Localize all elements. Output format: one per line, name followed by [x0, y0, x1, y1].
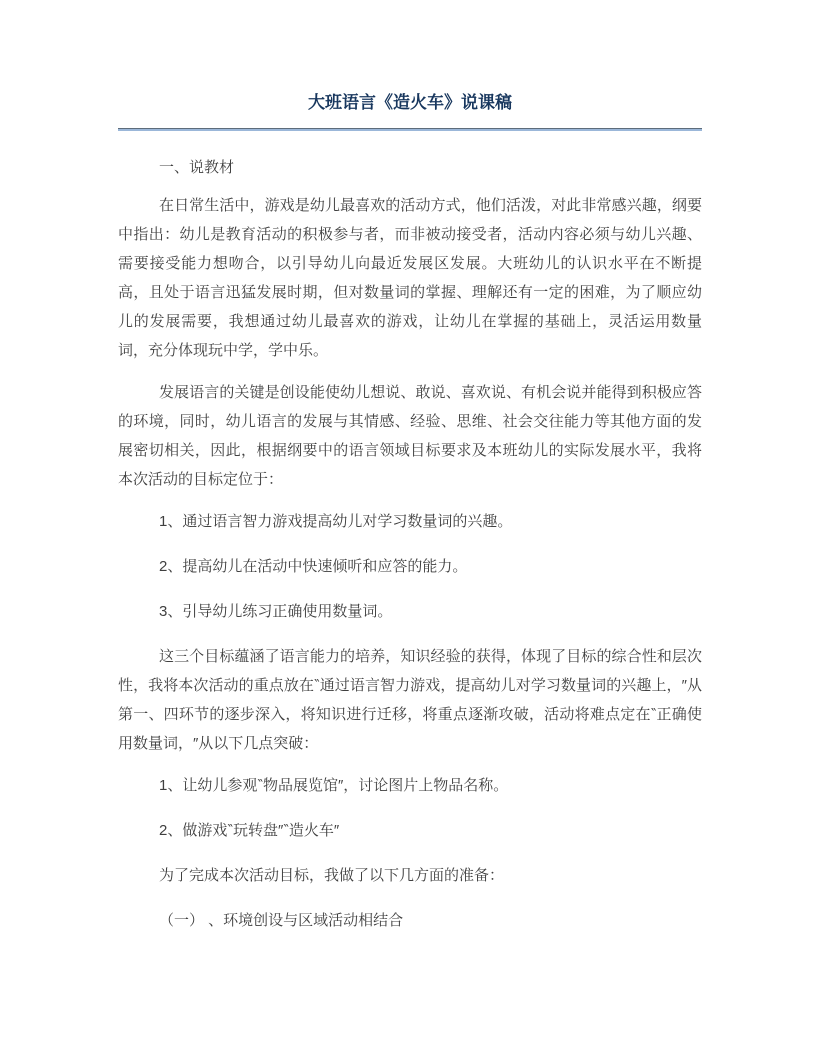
- breakthrough-item-2: 2、做游戏‶玩转盘″‶造火车″: [159, 822, 340, 839]
- paragraph-preparation-intro: 为了完成本次活动目标，我做了以下几方面的准备：: [159, 867, 505, 884]
- paragraph-preparation-point-one: （一） 、环境创设与区域活动相结合: [159, 912, 404, 929]
- paragraph-language-development: 发展语言的关键是创设能使幼儿想说、敢说、喜欢说、有机会说并能得到积极应答的环境，同时，幼儿语言的发展与其情感、经验、思维、社会交往能力等其他方面的发展密切相关，因此，根据纲要中的语言领域目标要求及本班幼儿的实际发展水平，我将本次活动的目标定位于：: [118, 384, 702, 488]
- goal-item-2: 2、提高幼儿在活动中快速倾听和应答的能力。: [159, 558, 468, 575]
- paragraph-daily-life-games: 在日常生活中，游戏是幼儿最喜欢的活动方式，他们活泼，对此非常感兴趣，纲要中指出：幼儿是教育活动的积极参与者，而非被动接受者，活动内容必须与幼儿兴趣、需要接受能力想吻合，以引导幼儿向最近发展区发展。大班幼儿的认识水平在不断提高，且处于语言迅猛发展时期，但对数量词的掌握、理解还有一定的困难，为了顺应幼儿的发展需要，我想通过幼儿最喜欢的游戏，让幼儿在掌握的基础上，灵活运用数量词，充分体现玩中学，学中乐。: [118, 197, 702, 359]
- goal-item-1: 1、通过语言智力游戏提高幼儿对学习数量词的兴趣。: [159, 513, 513, 530]
- breakthrough-item-1: 1、让幼儿参观‶物品展览馆″，讨论图片上物品名称。: [159, 777, 509, 794]
- title-underline-rule: [118, 128, 702, 131]
- section-heading-shuo-jiaocai: 一、说教材: [159, 159, 235, 176]
- breakthrough-list: [118, 771, 702, 845]
- goal-item-3: 3、引导幼儿练习正确使用数量词。: [159, 603, 393, 620]
- goal-list: [118, 507, 702, 626]
- page-title: 大班语言《造火车》说课稿: [308, 93, 512, 112]
- paragraph-three-goals: 这三个目标蕴涵了语言能力的培养，知识经验的获得，体现了目标的综合性和层次性，我将本次活动的重点放在‶通过语言智力游戏，提高幼儿对学习数量词的兴趣上，″从第一、四环节的逐步深入，将知识进行迁移，将重点逐渐攻破，活动将难点定在‶正确使用数量词，″从以下几点突破：: [118, 648, 702, 752]
